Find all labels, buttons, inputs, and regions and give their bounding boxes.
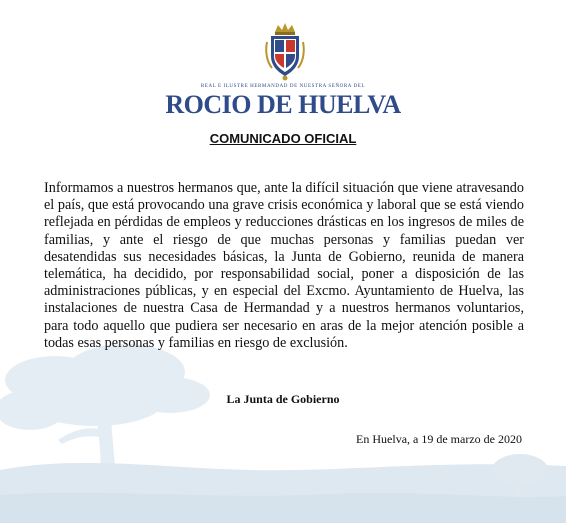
brand-logo: ROCIO DE HUELVA xyxy=(165,90,401,119)
page-title: COMUNICADO OFICIAL xyxy=(209,131,357,146)
signature: La Junta de Gobierno xyxy=(226,392,340,406)
announcement-body: Informamos a nuestros hermanos que, ante la difícil situación que viene atravesando el país, que está provocando una grave crisis económica y laboral que se está viendo reflejada en pérdidas de empleos y reducciones drásticas en los ingresos de miles de familias, y ante el riesgo de que muchas personas y familias puedan ver desatendidas sus necesidades básicas, la Junta de Gobierno, reunida de manera telemática, ha decidido, por responsabilidad social, poner a disposición de las administraciones públicas, y en especial del Excmo. Ayuntamiento de Huelva, las instalaciones de nuestra Casa de Hermandad y a nuestros hermanos voluntarios, para todo aquello que pudiera ser necesario en aras de la mejor atención posible a todas esas personas y familias en riesgo de exclusión. xyxy=(44,180,524,351)
date-line: En Huelva, a 19 de marzo de 2020 xyxy=(356,432,522,446)
crest-emblem xyxy=(262,22,308,82)
crest-motto: REAL E ILUSTRE HERMANDAD DE NUESTRA SEÑORA DEL xyxy=(200,84,366,89)
